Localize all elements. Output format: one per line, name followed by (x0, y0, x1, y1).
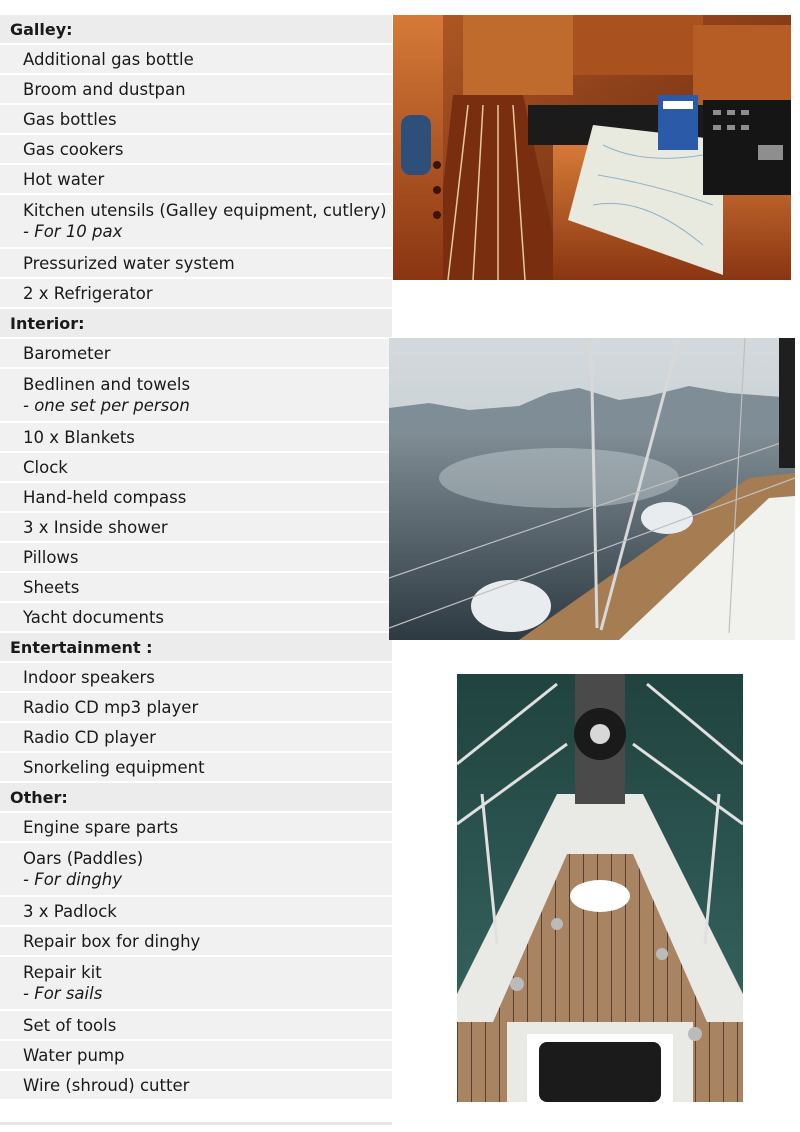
item-label: Barometer (23, 343, 111, 363)
section-header-interior: Interior: (0, 309, 392, 339)
list-item (0, 483, 392, 513)
item-label: Hot water (23, 169, 105, 189)
item-label: Broom and dustpan (23, 79, 186, 99)
item-label: Set of tools (23, 1015, 117, 1035)
item-note: - For dinghy (23, 870, 123, 889)
list-item (0, 279, 392, 309)
item-label: Clock (23, 457, 68, 477)
list-item (0, 165, 392, 195)
list-item (0, 45, 392, 75)
list-item (0, 453, 392, 483)
equipment-list (0, 15, 392, 1101)
list-item (0, 663, 392, 693)
item-label: Yacht documents (23, 607, 165, 627)
list-item (0, 1011, 392, 1041)
item-label: Sheets (23, 577, 80, 597)
list-item (0, 957, 392, 1011)
item-label: 2 x Refrigerator (23, 283, 153, 303)
list-item (0, 249, 392, 279)
list-item (0, 573, 392, 603)
list-item (0, 603, 392, 633)
list-item (0, 813, 392, 843)
item-label: Hand-held compass (23, 487, 187, 507)
list-item (0, 339, 392, 369)
yacht-interior-photo (393, 15, 791, 280)
list-item (0, 195, 392, 249)
item-label: Oars (Paddles) (23, 849, 144, 868)
list-item (0, 513, 392, 543)
item-label: Gas cookers (23, 139, 124, 159)
item-label: Additional gas bottle (23, 49, 194, 69)
item-label: Repair box for dinghy (23, 931, 201, 951)
list-item (0, 897, 392, 927)
item-label: Pillows (23, 547, 79, 567)
list-bottom-divider (0, 1122, 392, 1125)
item-label: Bedlinen and towels (23, 375, 191, 394)
item-label: Radio CD mp3 player (23, 697, 199, 717)
item-label: Engine spare parts (23, 817, 179, 837)
list-item (0, 927, 392, 957)
item-label: 3 x Padlock (23, 901, 117, 921)
list-item (0, 105, 392, 135)
section-header-other: Other: (0, 783, 392, 813)
list-item (0, 723, 392, 753)
list-item (0, 543, 392, 573)
item-note: - For 10 pax (23, 222, 123, 241)
list-item (0, 75, 392, 105)
item-label: 3 x Inside shower (23, 517, 168, 537)
item-label: Repair kit (23, 963, 102, 982)
item-label: Water pump (23, 1045, 125, 1065)
sea-view-from-deck-photo (389, 338, 795, 640)
item-note: - one set per person (23, 396, 190, 415)
item-label: Snorkeling equipment (23, 757, 205, 777)
item-label: Indoor speakers (23, 667, 155, 687)
item-label: 10 x Blankets (23, 427, 135, 447)
section-header-entertainment: Entertainment : (0, 633, 392, 663)
item-label: Pressurized water system (23, 253, 235, 273)
item-label: Gas bottles (23, 109, 117, 129)
list-item (0, 369, 392, 423)
item-label: Kitchen utensils (Galley equipment, cutlery) (23, 201, 387, 220)
list-item (0, 1071, 392, 1101)
list-item (0, 1041, 392, 1071)
yacht-bow-deck-photo (457, 674, 743, 1102)
list-item (0, 753, 392, 783)
list-item (0, 135, 392, 165)
item-label: Radio CD player (23, 727, 156, 747)
list-item (0, 423, 392, 453)
list-item (0, 693, 392, 723)
section-header-galley: Galley: (0, 15, 392, 45)
list-item (0, 843, 392, 897)
item-note: - For sails (23, 984, 103, 1003)
item-label: Wire (shroud) cutter (23, 1075, 190, 1095)
